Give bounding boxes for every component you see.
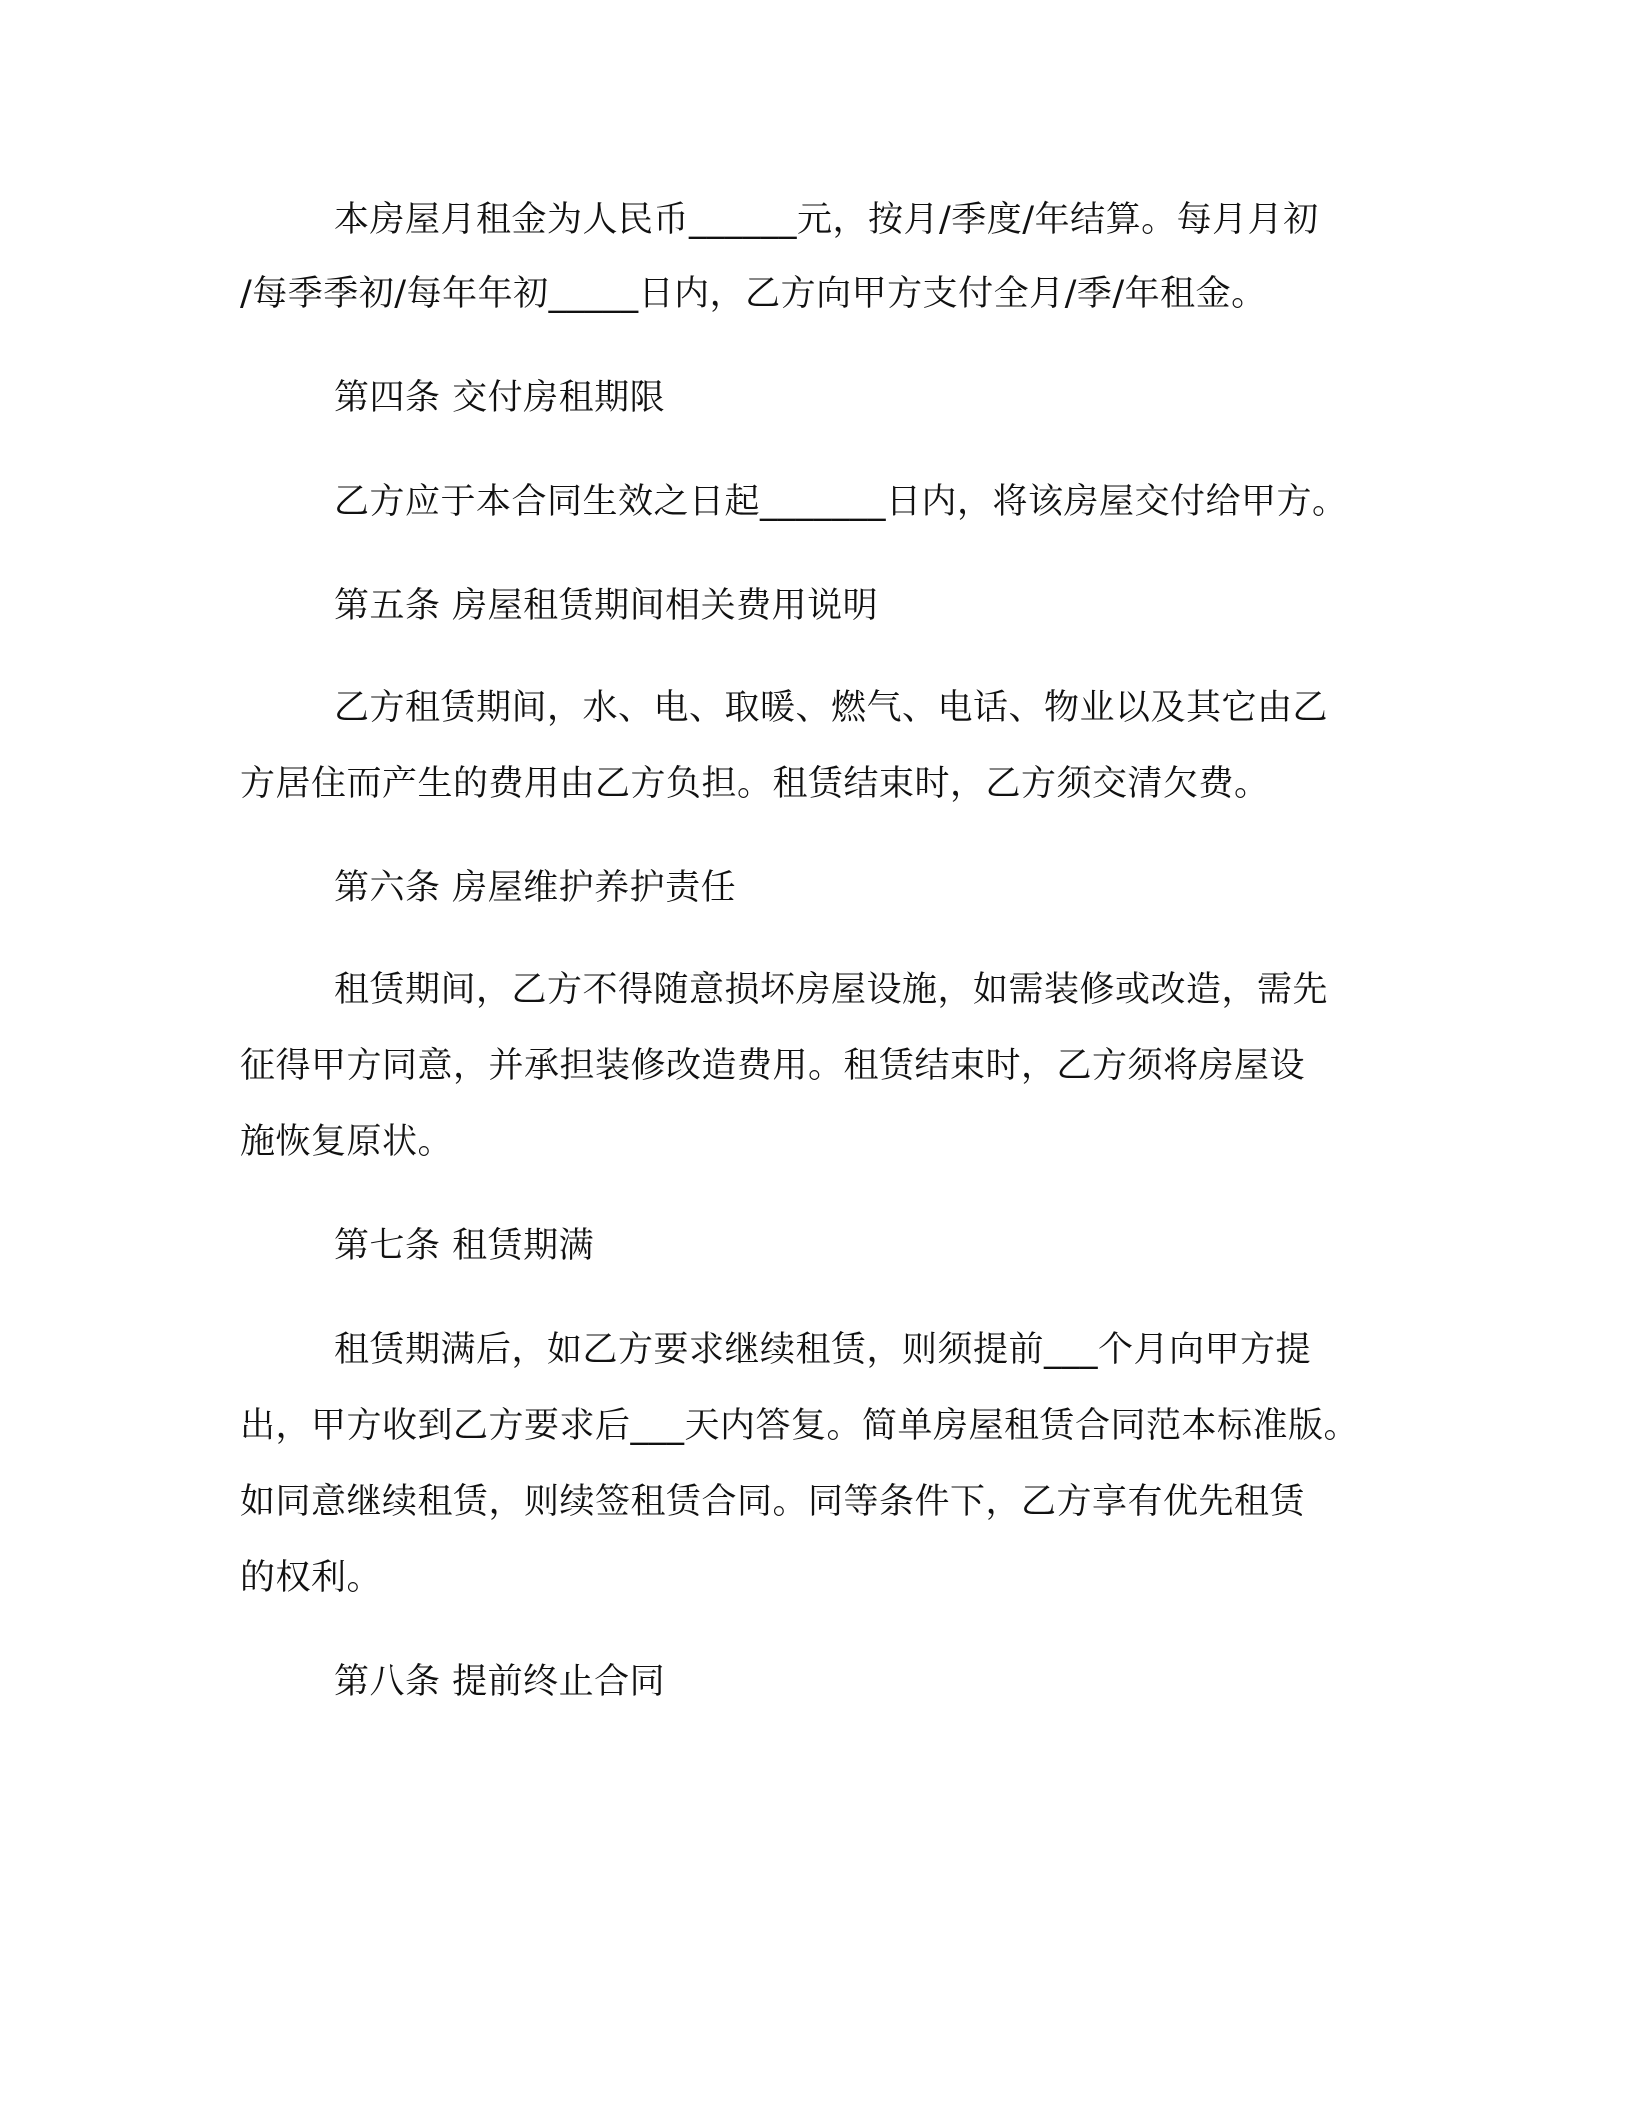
article-5-heading: 第五条 房屋租赁期间相关费用说明 bbox=[334, 586, 879, 626]
paragraph-delivery-line-1: 乙方应于本合同生效之日起_______日内，将该房屋交付给甲方。 bbox=[334, 482, 1348, 522]
article-4-heading: 第四条 交付房租期限 bbox=[334, 378, 666, 418]
paragraph-rent-line-2: /每季季初/每年年初_____日内，乙方向甲方支付全月/季/年租金。 bbox=[240, 274, 1267, 314]
paragraph-maintenance-line-3: 施恢复原状。 bbox=[240, 1122, 454, 1162]
paragraph-expiry-line-4: 的权利。 bbox=[240, 1558, 383, 1598]
paragraph-rent-line-1: 本房屋月租金为人民币______元，按月/季度/年结算。每月月初 bbox=[334, 200, 1319, 240]
paragraph-fees-line-2: 方居住而产生的费用由乙方负担。租赁结束时，乙方须交清欠费。 bbox=[240, 764, 1270, 804]
paragraph-expiry-line-2: 出，甲方收到乙方要求后___天内答复。简单房屋租赁合同范本标准版。 bbox=[240, 1406, 1360, 1446]
article-6-heading: 第六条 房屋维护养护责任 bbox=[334, 868, 737, 908]
paragraph-maintenance-line-1: 租赁期间，乙方不得随意损坏房屋设施，如需装修或改造，需先 bbox=[334, 970, 1329, 1010]
paragraph-fees-line-1: 乙方租赁期间，水、电、取暖、燃气、电话、物业以及其它由乙 bbox=[334, 688, 1329, 728]
article-8-heading: 第八条 提前终止合同 bbox=[334, 1662, 666, 1702]
paragraph-maintenance-line-2: 征得甲方同意，并承担装修改造费用。租赁结束时，乙方须将房屋设 bbox=[240, 1046, 1306, 1086]
paragraph-expiry-line-3: 如同意继续租赁，则续签租赁合同。同等条件下，乙方享有优先租赁 bbox=[240, 1482, 1306, 1522]
paragraph-expiry-line-1: 租赁期满后，如乙方要求继续租赁，则须提前___个月向甲方提 bbox=[334, 1330, 1312, 1370]
article-7-heading: 第七条 租赁期满 bbox=[334, 1226, 595, 1266]
